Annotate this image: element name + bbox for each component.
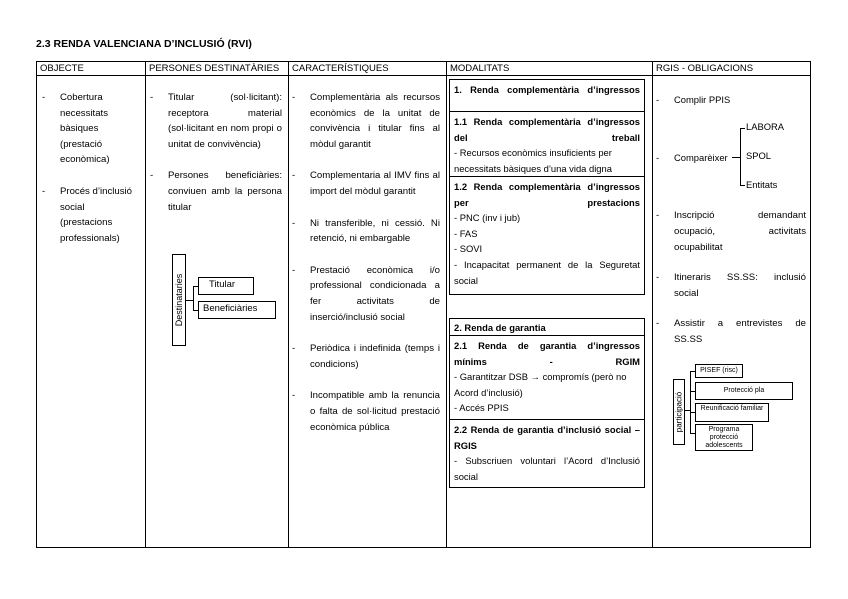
- participacio-label: participació: [674, 391, 684, 433]
- renda-complementaria-group: [449, 79, 645, 295]
- header-divider: [36, 75, 811, 76]
- list-item: - Persones beneficiàries: conviuen amb la persona titular: [150, 168, 282, 215]
- box-heading: 2.1 Renda de garantia d’ingressos mínims - RGIM: [454, 340, 640, 367]
- branch-labora: LABORA: [746, 121, 785, 132]
- header-persones: PERSONES DESTINATÀRIES: [149, 63, 280, 74]
- header-caracteristiques: CARACTERÍSTIQUES: [292, 63, 389, 74]
- connector: [690, 371, 691, 434]
- node-beneficiaries: Beneficiàries: [198, 301, 276, 319]
- rgim-box: [449, 335, 645, 420]
- list-item: - Titular (sol·licitant): receptora material (sol·licitant en nom propi o unitat de convivència): [150, 90, 282, 152]
- node-proteccio-pla: Protecció pla: [695, 382, 793, 400]
- bracket: [740, 128, 741, 186]
- list-item: - Complementària als recursos econòmics de la unitat de convivència i titular fins al mòdul garantit: [292, 90, 440, 152]
- renda-garantia-group: [449, 318, 645, 488]
- rgis-box: [449, 419, 645, 488]
- renda-complementaria-box: [449, 79, 645, 112]
- renda-garantia-box: [449, 318, 645, 336]
- box-line: - Accés PPIS: [454, 402, 509, 414]
- column-divider: [288, 61, 289, 548]
- header-modalitats: MODALITATS: [450, 63, 510, 74]
- node-titular: Titular: [198, 277, 254, 295]
- column-divider: [145, 61, 146, 548]
- destinataries-bracket: [172, 254, 186, 346]
- box-heading: 2. Renda de garantia: [454, 322, 546, 333]
- renda-complementaria-prestacions-box: [449, 176, 645, 295]
- list-item: - Periòdica i indefinida (temps i condicions): [292, 341, 440, 372]
- list-item: - Ni transferible, ni cessió. Ni retenció, ni embargable: [292, 216, 440, 247]
- column-divider: [446, 61, 447, 548]
- header-objecte: OBJECTE: [40, 63, 84, 74]
- box-line: - Subscriuen voluntari l’Acord d’Inclusió social: [454, 455, 640, 482]
- box-line: - Incapacitat permanent de la Seguretat social: [454, 258, 640, 286]
- rgis-list: [656, 92, 806, 108]
- list-item: - Procés d’inclusió social (prestacions professionals): [42, 184, 132, 246]
- node-reunificacio: Reunificació familiar: [695, 403, 769, 422]
- list-item: - Prestació econòmica i/o professional condicionada a fer activitats de inserció/inclusió social: [292, 263, 440, 325]
- list-item: - Cobertura necessitats bàsiques (prestació econòmica): [42, 90, 132, 168]
- connector: [193, 286, 194, 311]
- objecte-list: [42, 90, 132, 262]
- branch-entitats: Entitats: [746, 179, 778, 190]
- persones-list: [150, 90, 282, 231]
- destinataries-label: Destinataries: [174, 273, 184, 327]
- connector: [740, 185, 745, 186]
- node-programa-proteccio: Programa protecció adolescents: [695, 424, 753, 451]
- box-line: - SOVI: [454, 243, 483, 255]
- list-item: - Assistir a entrevistes de SS.SS: [656, 316, 806, 348]
- box-line: - PNC (inv i jub): [454, 212, 521, 224]
- caracteristiques-list: [292, 90, 440, 451]
- node-pisef: PISEF (risc): [695, 364, 743, 378]
- renda-complementaria-treball-box: [449, 111, 645, 177]
- list-item: - Incompatible amb la renuncia o falta de sol·licitud prestació econòmica pública: [292, 388, 440, 435]
- box-heading: 1.1 Renda complementària d’ingressos del treball: [454, 116, 640, 143]
- box-heading: 1. Renda complementària d’ingressos: [454, 84, 640, 95]
- box-line: - Recursos econòmics insuficients per necessitats bàsiques d’una vida digna: [454, 147, 612, 174]
- box-line: - Garantitzar DSB → compromís (però no Acord d’inclusió): [454, 371, 627, 398]
- box-heading: 1.2 Renda complementària d’ingressos per prestacions: [454, 181, 640, 208]
- compareixer-label: Comparèixer: [674, 152, 728, 163]
- list-item: - Complir PPIS: [656, 94, 731, 105]
- connector: [732, 157, 740, 158]
- box-line: - FAS: [454, 227, 478, 239]
- column-divider: [652, 61, 653, 548]
- page-title: 2.3 RENDA VALENCIANA D’INCLUSIÓ (RVI): [36, 38, 252, 50]
- list-item: - Complementaria al IMV fins al import del mòdul garantit: [292, 168, 440, 199]
- rgis-list-rest: [656, 208, 806, 364]
- header-rgis: RGIS - OBLIGACIONS: [656, 63, 754, 74]
- branch-spol: SPOL: [746, 150, 772, 161]
- connector: [740, 128, 745, 129]
- list-item: - Itineraris SS.SS: inclusió social: [656, 270, 806, 302]
- box-heading: 2.2 Renda de garantia d’inclusió social – RGIS: [454, 424, 640, 451]
- list-item: - Inscripció demandant ocupació, activitats ocupabilitat: [656, 208, 806, 256]
- participacio-bracket: [673, 379, 685, 445]
